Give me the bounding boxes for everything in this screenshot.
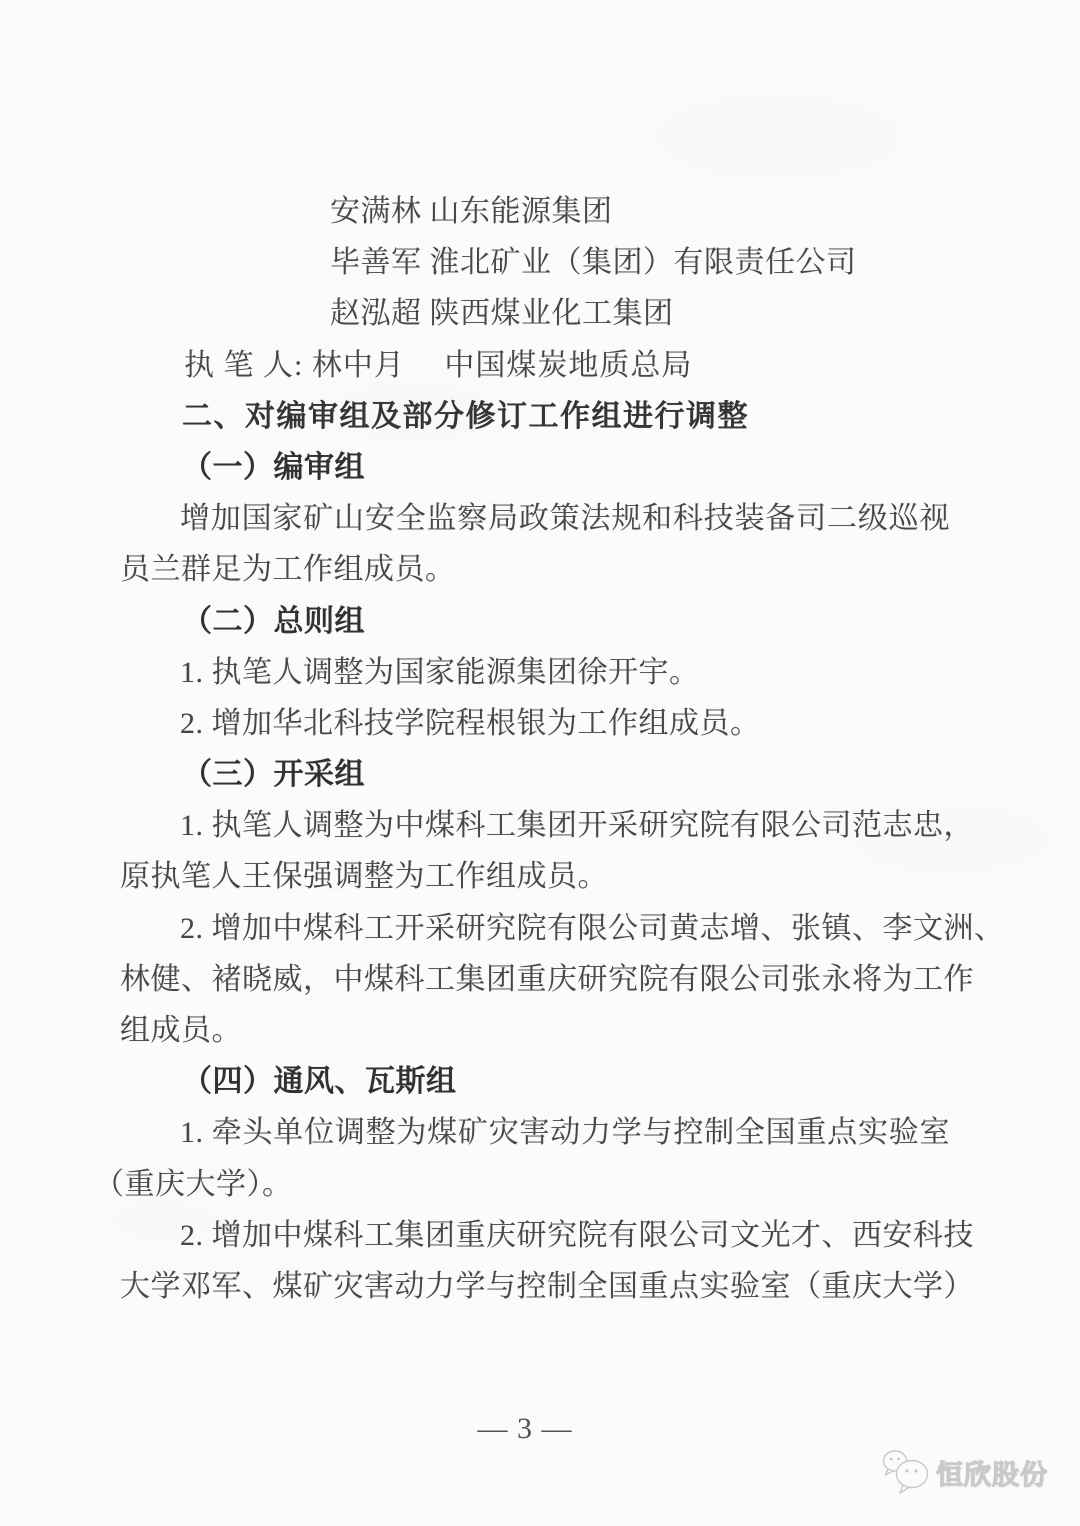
text-line: 二、对编审组及部分修订工作组进行调整 xyxy=(182,399,749,433)
text-line: 员兰群足为工作组成员。 xyxy=(120,553,456,587)
text-line: 2. 增加华北科技学院程根银为工作组成员。 xyxy=(180,706,761,740)
text-line: 2. 增加中煤科工开采研究院有限公司黄志增、张镇、李文洲、 xyxy=(180,911,1005,945)
text-line: 林健、褚晓威，中煤科工集团重庆研究院有限公司张永将为工作 xyxy=(120,962,974,996)
document-body xyxy=(94,186,1005,1312)
text-line: 大学邓军、煤矿灾害动力学与控制全国重点实验室（重庆大学） xyxy=(120,1269,974,1303)
text-line: （一）编审组 xyxy=(182,450,365,484)
text-line: 执 笔 人: 林中月 中国煤炭地质总局 xyxy=(184,348,693,382)
text-line: 2. 增加中煤科工集团重庆研究院有限公司文光才、西安科技 xyxy=(180,1218,974,1252)
text-line: （二）总则组 xyxy=(182,604,365,638)
text-line: （四）通风、瓦斯组 xyxy=(182,1065,457,1099)
text-line: 组成员。 xyxy=(120,1014,242,1047)
text-line: 毕善军 淮北矿业（集团）有限责任公司 xyxy=(330,246,857,280)
watermark-label: 恒欣股份 xyxy=(936,1459,1048,1490)
text-line: 安满林 山东能源集团 xyxy=(330,195,613,228)
text-line: （重庆大学）。 xyxy=(94,1167,293,1201)
watermark xyxy=(882,1448,1048,1496)
text-line: 原执笔人王保强调整为工作组成员。 xyxy=(120,860,608,894)
page-number: — 3 — xyxy=(477,1412,573,1445)
text-line: 赵泓超 陕西煤业化工集团 xyxy=(330,297,674,331)
text-line: （三）开采组 xyxy=(182,758,365,792)
text-line: 增加国家矿山安全监察局政策法规和科技装备司二级巡视 xyxy=(180,502,950,536)
text-line: 1. 牵头单位调整为煤矿灾害动力学与控制全国重点实验室 xyxy=(180,1116,950,1150)
text-line: 1. 执笔人调整为中煤科工集团开采研究院有限公司范志忠， xyxy=(180,809,974,843)
wechat-bubbles-icon xyxy=(882,1448,930,1496)
text-line: 1. 执笔人调整为国家能源集团徐开宇。 xyxy=(180,655,700,689)
